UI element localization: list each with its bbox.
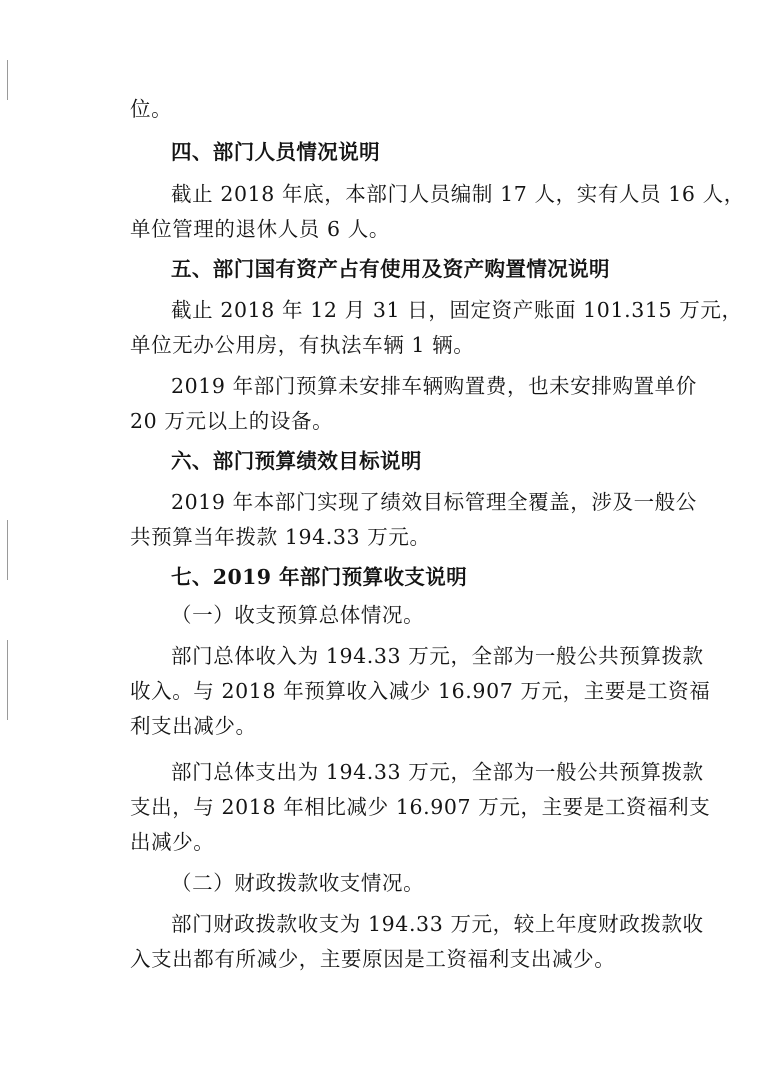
text-line: 共预算当年拨款 194.33 万元。 xyxy=(130,525,431,549)
text-line: 部门财政拨款收支为 194.33 万元，较上年度财政拨款收 xyxy=(171,912,704,936)
text-line: 支出，与 2018 年相比减少 16.907 万元，主要是工资福利支 xyxy=(130,795,711,819)
section-heading-assets: 五、部门国有资产占有使用及资产购置情况说明 xyxy=(171,257,610,281)
text-line: 截止 2018 年 12 月 31 日，固定资产账面 101.315 万元， xyxy=(171,298,743,322)
text-line: 2019 年部门预算未安排车辆购置费，也未安排购置单价 xyxy=(171,374,697,398)
scan-margin-mark xyxy=(7,520,8,580)
subsection-heading-fiscal: （二）财政拨款收支情况。 xyxy=(171,871,425,895)
text-line: 单位管理的退休人员 6 人。 xyxy=(130,217,390,241)
text-line: 截止 2018 年底，本部门人员编制 17 人，实有人员 16 人， xyxy=(171,182,745,206)
text-line: 收入。与 2018 年预算收入减少 16.907 万元，主要是工资福 xyxy=(130,679,711,703)
scan-margin-mark xyxy=(7,640,8,720)
text-line: 出减少。 xyxy=(130,830,215,854)
section-heading-budget: 七、2019 年部门预算收支说明 xyxy=(171,565,468,589)
text-line: 20 万元以上的设备。 xyxy=(130,409,334,433)
section-heading-personnel: 四、部门人员情况说明 xyxy=(171,140,380,164)
text-line: 利支出减少。 xyxy=(130,714,257,738)
scan-margin-mark xyxy=(7,60,8,100)
text-line: 位。 xyxy=(130,97,173,121)
subsection-heading-overall: （一）收支预算总体情况。 xyxy=(171,603,425,627)
text-line: 入支出都有所减少，主要原因是工资福利支出减少。 xyxy=(130,947,616,971)
text-line: 部门总体支出为 194.33 万元，全部为一般公共预算拨款 xyxy=(171,760,704,784)
text-line: 2019 年本部门实现了绩效目标管理全覆盖，涉及一般公 xyxy=(171,490,697,514)
text-line: 单位无办公用房，有执法车辆 1 辆。 xyxy=(130,333,475,357)
text-line: 部门总体收入为 194.33 万元，全部为一般公共预算拨款 xyxy=(171,644,704,668)
section-heading-performance: 六、部门预算绩效目标说明 xyxy=(171,449,422,473)
